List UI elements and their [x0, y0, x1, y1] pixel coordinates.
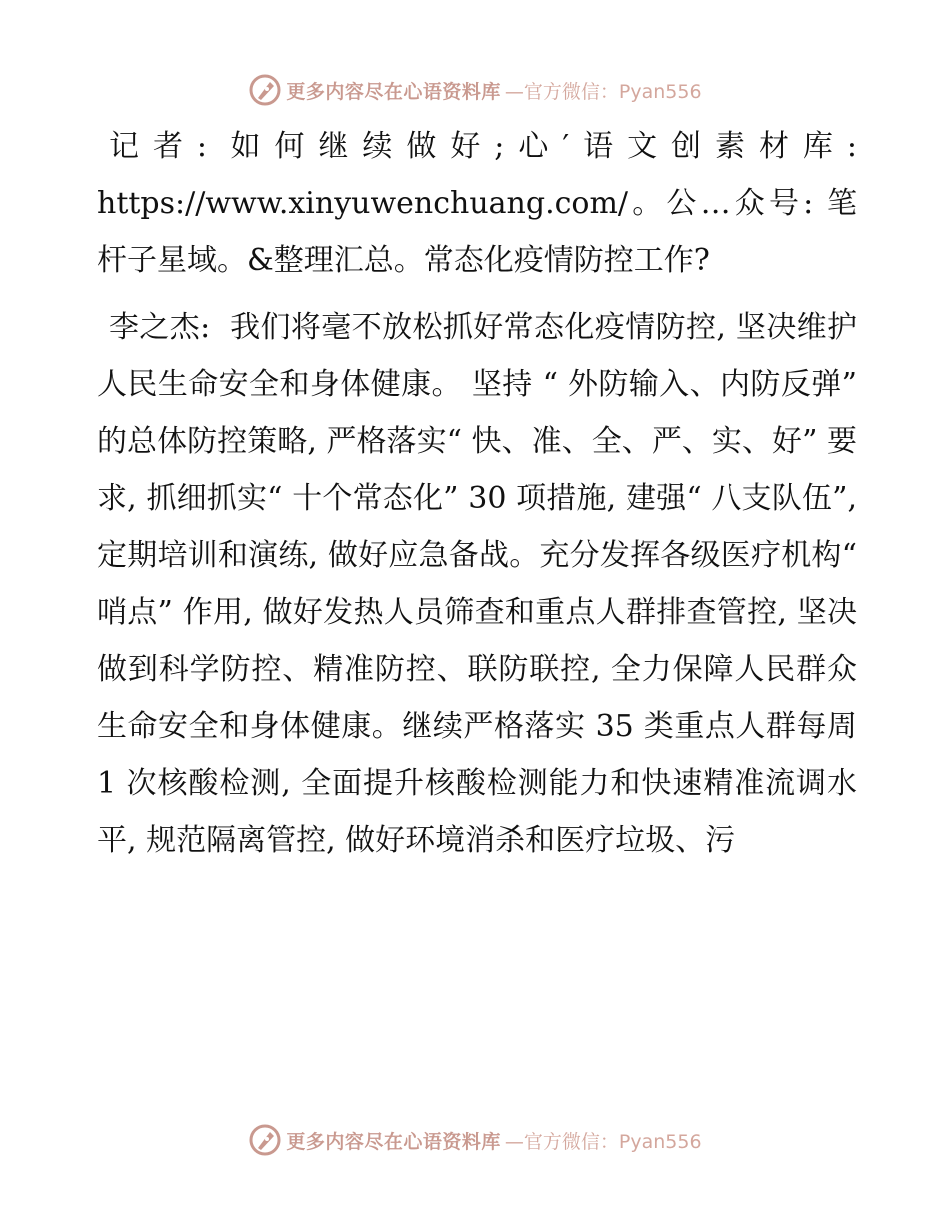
footer-watermark	[0, 1120, 950, 1160]
header-watermark	[0, 70, 950, 110]
question-paragraph: 记者: 如何继续做好;心′语文创素材库: https://www.xinyuwenchuang.com/。公…众号: 笔杆子星域。&整理汇总。常态化疫情防控工作?	[97, 129, 867, 278]
pen-nib-circle-icon	[248, 1123, 282, 1157]
answer-paragraph: 李之杰: 我们将毫不放松抓好常态化疫情防控, 坚决维护人民生命安全和身体健康。 坚持 “ 外防输入、内防反弹” 的总体防控策略, 严格落实“ 快、准、全、严、实、好” 要求, 抓细抓实“ 十个常态化” 30 项措施, 建强“ 八支队伍”, 定期培训和演练, 做好应急备战。充分发挥各级医疗机构“ 哨点” 作用, 做好发热人员筛查和重点人群排查管控, 坚决做到科学防控、精准防控、联防联控, 全力保障人民群众生命安全和身体健康。继续严格落实 35 类重点人群每周 1 次核酸检测, 全面提升核酸检测能力和快速精准流调水平, 规范隔离管控, 做好环境消杀和医疗垃圾、污	[97, 310, 867, 858]
header-wechat-text: —官方微信：Pyan556	[504, 80, 702, 103]
footer-brand-text: 更多内容尽在心语资料库	[286, 1130, 501, 1153]
header-brand-text: 更多内容尽在心语资料库	[286, 80, 501, 103]
pen-nib-circle-icon	[248, 73, 282, 107]
footer-wechat-text: —官方微信：Pyan556	[504, 1130, 702, 1153]
document-body	[97, 118, 867, 869]
